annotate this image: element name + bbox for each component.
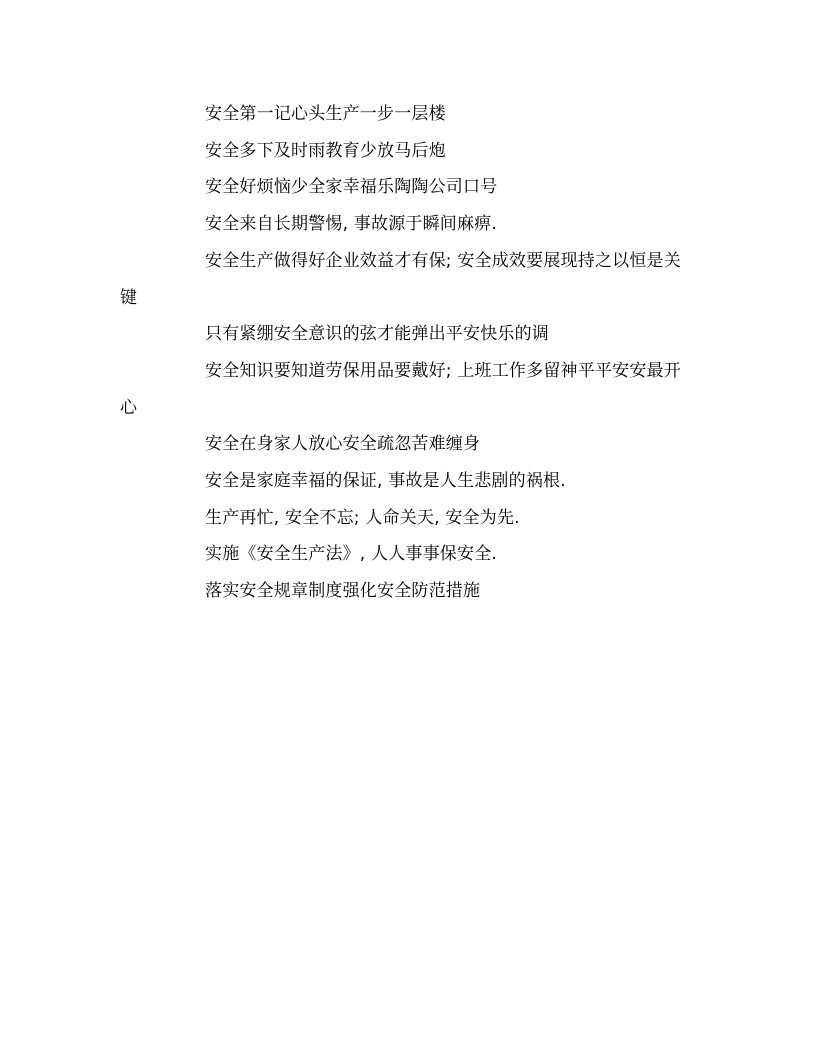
slogan-paragraph: 安全知识要知道劳保用品要戴好; 上班工作多留神平平安安最开心 <box>120 360 681 418</box>
slogan-paragraph: 安全在身家人放心安全疏忽苦难缠身 <box>205 434 481 455</box>
slogan-paragraph: 安全来自长期警惕, 事故源于瞬间麻痹. <box>205 214 498 235</box>
slogan-paragraph: 安全生产做得好企业效益才有保; 安全成效要展现持之以恒是关键 <box>120 250 681 308</box>
slogan-paragraph: 只有紧绷安全意识的弦才能弹出平安快乐的调 <box>205 324 549 345</box>
slogan-paragraph: 安全多下及时雨教育少放马后炮 <box>205 140 446 161</box>
slogan-paragraph: 生产再忙, 安全不忘; 人命关天, 安全为先. <box>205 507 520 528</box>
slogan-paragraph: 落实安全规章制度强化安全防范措施 <box>205 581 481 602</box>
slogan-paragraph: 安全第一记心头生产一步一层楼 <box>205 104 446 124</box>
slogan-paragraph: 安全好烦恼少全家幸福乐陶陶公司口号 <box>205 177 498 198</box>
slogan-paragraph: 实施《安全生产法》, 人人事事保安全. <box>205 544 498 565</box>
slogan-paragraph: 安全是家庭幸福的保证, 事故是人生悲剧的祸根. <box>205 471 566 492</box>
document-body <box>120 96 686 610</box>
